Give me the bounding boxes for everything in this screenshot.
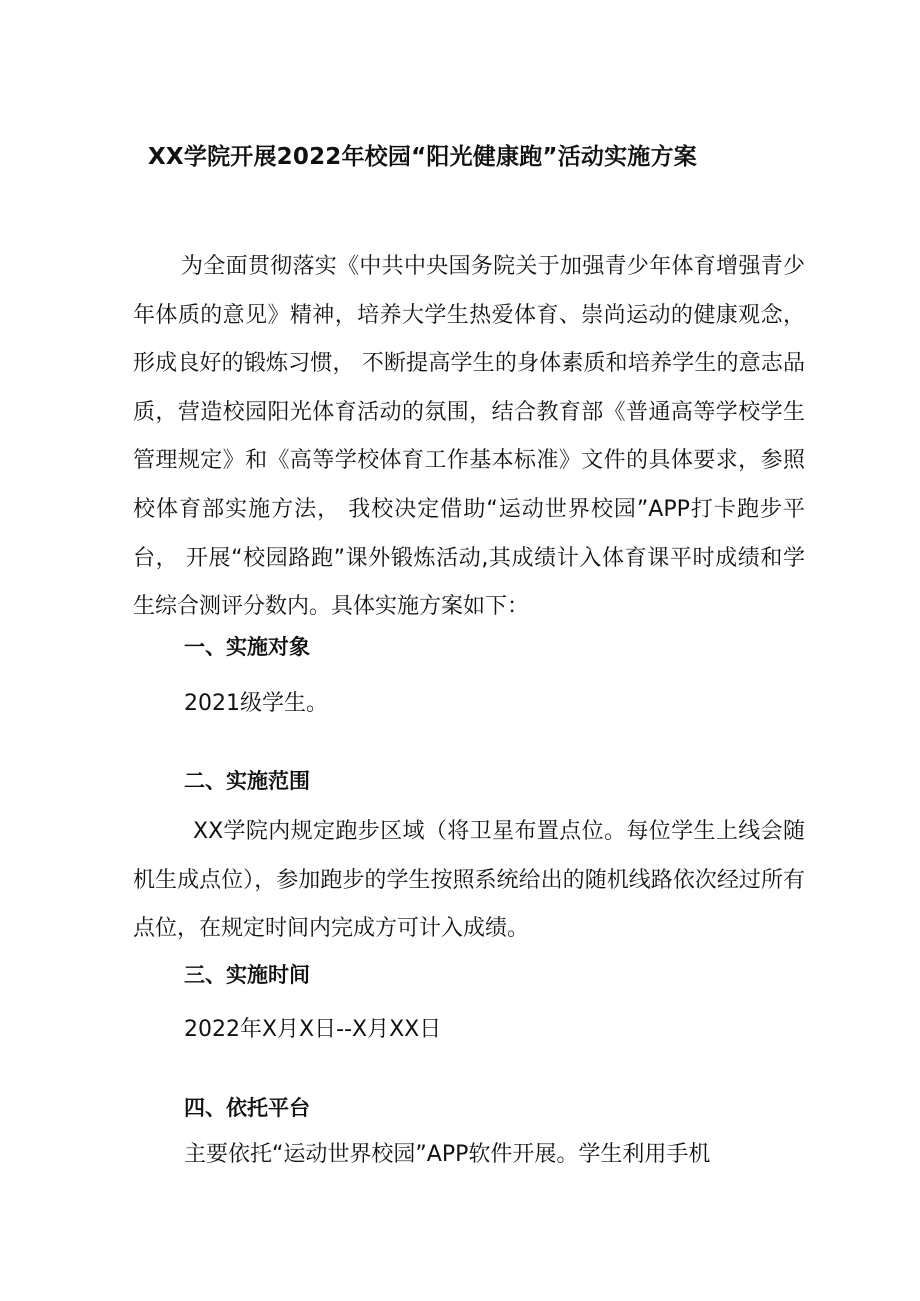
intro-paragraph: 为全面贯彻落实《中共中央国务院关于加强青少年体育增强青少年体质的意见》精神，培养大学生热爱体育、崇尚运动的健康观念，形成良好的锻炼习惯， 不断提高学生的身体素质和培养学生的意志品质，营造校园阳光体育活动的氛围，结合教育部《普通高等学校学生管理规定》和《高等学校体育工作基本标准》文件的具体要求，参照校体育部实施方法， 我校决定借助“运动世界校园”APP打卡跑步平台， 开展“校园路跑”课外锻炼活动,其成绩计入体育课平时成绩和学生综合测评分数内。具体实施方案如下： <box>133 254 805 620</box>
section-heading-time: 三、实施时间 <box>184 963 310 987</box>
section-content-time: 2022年X月X日--X月XX日 <box>184 1017 442 1042</box>
section-content-target: 2021级学生。 <box>184 691 328 716</box>
section-content-scope: XX学院内规定跑步区域（将卫星布置点位。每位学生上线会随机生成点位），参加跑步的学生按照系统给出的随机线路依次经过所有点位，在规定时间内完成方可计入成绩。 <box>133 819 805 942</box>
section-heading-platform: 四、依托平台 <box>184 1096 310 1120</box>
section-heading-scope: 二、实施范围 <box>184 769 310 793</box>
document-title: XX学院开展2022年校园“阳光健康跑”活动实施方案 <box>148 144 697 170</box>
section-content-platform: 主要依托“运动世界校园”APP软件开展。学生利用手机 <box>184 1142 711 1167</box>
section-heading-target: 一、实施对象 <box>184 635 310 659</box>
